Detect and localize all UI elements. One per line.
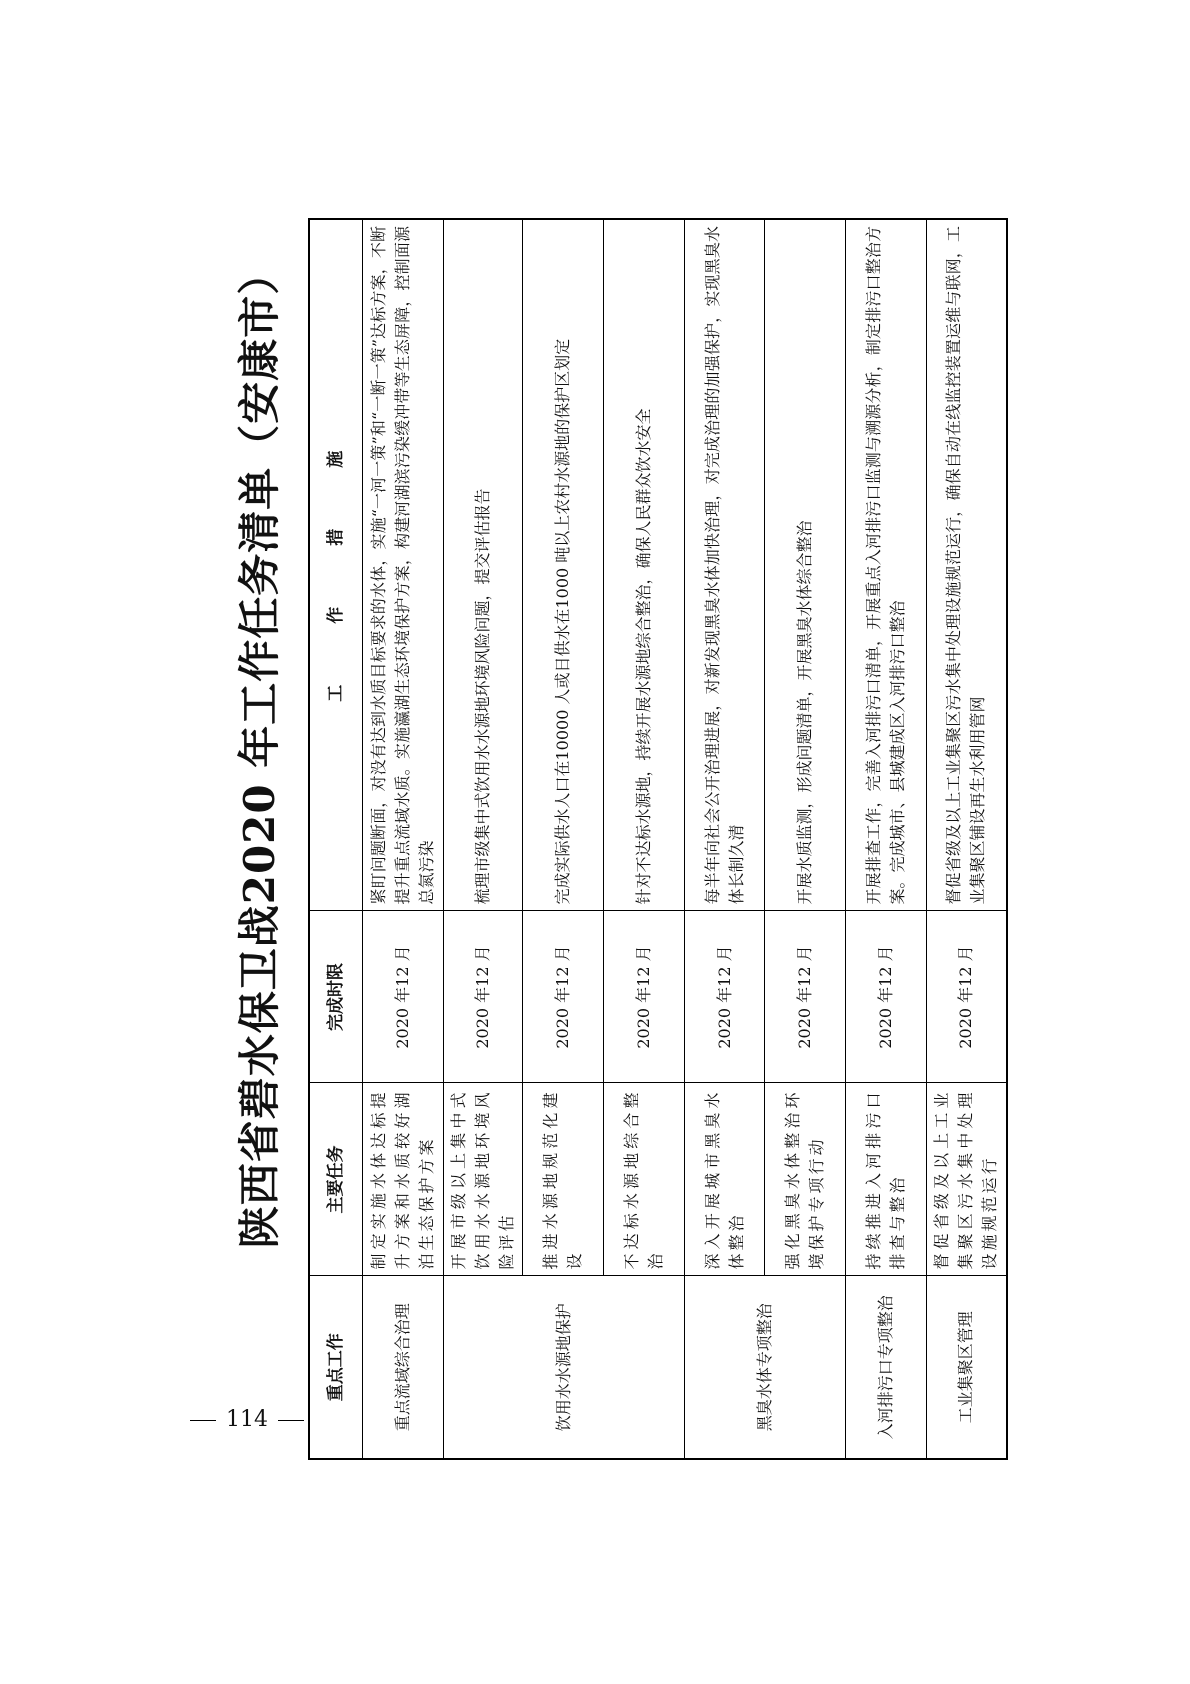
deadline-cell: 2020 年12 月 xyxy=(443,911,523,1083)
deadline-cell: 2020 年12 月 xyxy=(523,911,604,1083)
deadline-cell: 2020 年12 月 xyxy=(684,911,765,1083)
key-work-cell: 黑臭水体专项整治 xyxy=(684,1276,845,1459)
key-work-cell: 工业集聚区管理 xyxy=(926,1276,1007,1459)
deadline-cell: 2020 年12 月 xyxy=(926,911,1007,1083)
header-key-work: 重点工作 xyxy=(309,1276,363,1459)
key-work-cell: 重点流域综合治理 xyxy=(363,1276,444,1459)
measures-cell: 督促省级及以上工业集聚区污水集中处理设施规范运行，确保自动在线监控装置运维与联网，工业集聚区铺设再生水利用管网 xyxy=(926,219,1007,911)
main-task-cell: 强化黑臭水体整治环境保护专项行动 xyxy=(765,1083,846,1276)
page-number xyxy=(180,1405,330,1435)
table-row xyxy=(523,219,604,1459)
deadline-cell: 2020 年12 月 xyxy=(846,911,927,1083)
main-task-cell: 不达标水源地综合整治 xyxy=(604,1083,685,1276)
table-row xyxy=(684,219,765,1459)
header-main-task: 主要任务 xyxy=(309,1083,363,1276)
rotated-page-content xyxy=(230,40,1010,1460)
dash-right xyxy=(278,1420,304,1421)
measures-cell: 完成实际供水人口在10000 人或日供水在1000 吨以上农村水源地的保护区划定 xyxy=(523,219,604,911)
task-table xyxy=(308,218,1008,1460)
main-task-cell: 督促省级及以上工业集聚区污水集中处理设施规范运行 xyxy=(926,1083,1007,1276)
page-title: 陕西省碧水保卫战2020 年工作任务清单（安康市） xyxy=(235,251,284,1249)
deadline-cell: 2020 年12 月 xyxy=(604,911,685,1083)
main-task-cell: 深入开展城市黑臭水体整治 xyxy=(684,1083,765,1276)
deadline-cell: 2020 年12 月 xyxy=(765,911,846,1083)
main-task-cell: 制定实施水体达标提升方案和水质较好湖泊生态保护方案 xyxy=(363,1083,444,1276)
dash-left xyxy=(190,1420,216,1421)
table-row xyxy=(926,219,1007,1459)
deadline-cell: 2020 年12 月 xyxy=(363,911,444,1083)
table-header-row xyxy=(309,219,363,1459)
measures-cell: 紧盯问题断面，对没有达到水质目标要求的水体，实施“一河一策”和“一断一策”达标方案，不断提升重点流域水质。实施瀛湖生态环境保护方案，构建河湖滨污染缓冲带等生态屏障，控制面源总氮污染 xyxy=(363,219,444,911)
page-number-text: 114 xyxy=(226,1407,268,1432)
table-row xyxy=(765,219,846,1459)
main-task-cell: 推进水源地规范化建设 xyxy=(523,1083,604,1276)
header-measures: 工 作 措 施 xyxy=(309,219,363,911)
main-task-cell: 持续推进入河排污口排查与整治 xyxy=(846,1083,927,1276)
main-task-cell: 开展市级以上集中式饮用水水源地环境风险评估 xyxy=(443,1083,523,1276)
table-row xyxy=(846,219,927,1459)
table-row xyxy=(443,219,523,1459)
table-row xyxy=(604,219,685,1459)
key-work-cell: 饮用水水源地保护 xyxy=(443,1276,684,1459)
header-deadline: 完成时限 xyxy=(309,911,363,1083)
measures-cell: 每半年向社会公开治理进展，对新发现黑臭水体加快治理，对完成治理的加强保护，实现黑臭水体长制久清 xyxy=(684,219,765,911)
measures-cell: 开展水质监测，形成问题清单，开展黑臭水体综合整治 xyxy=(765,219,846,911)
measures-cell: 梳理市级集中式饮用水水源地环境风险问题，提交评估报告 xyxy=(443,219,523,911)
table-row xyxy=(363,219,444,1459)
key-work-cell: 入河排污口专项整治 xyxy=(846,1276,927,1459)
measures-cell: 开展排查工作，完善入河排污口清单，开展重点入河排污口监测与溯源分析，制定排污口整治方案。完成城市、县城建成区入河排污口整治 xyxy=(846,219,927,911)
measures-cell: 针对不达标水源地，持续开展水源地综合整治，确保人民群众饮水安全 xyxy=(604,219,685,911)
